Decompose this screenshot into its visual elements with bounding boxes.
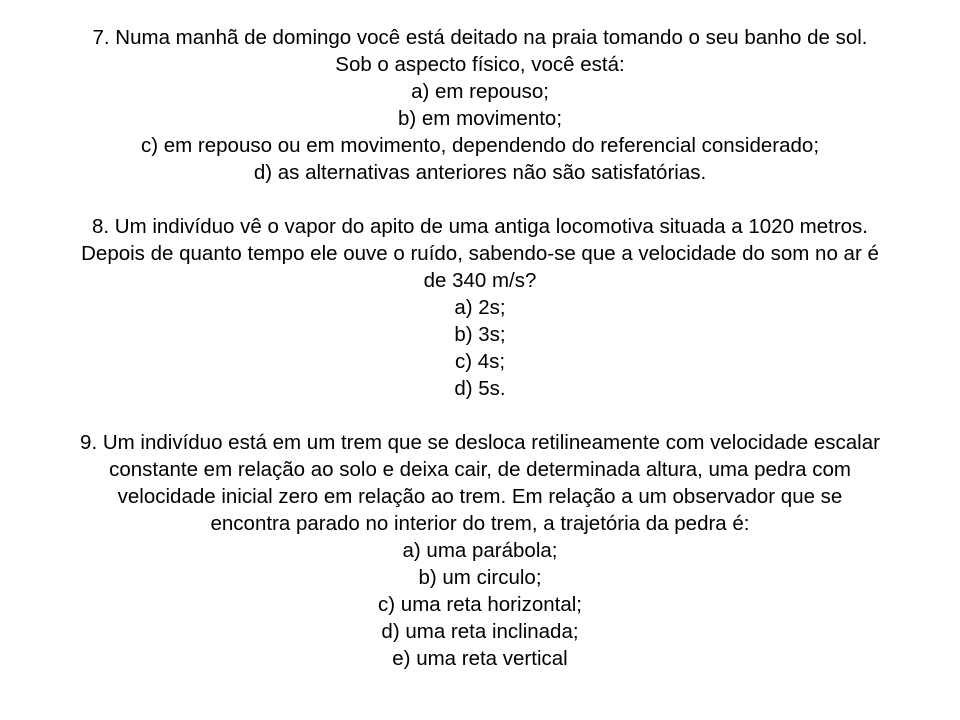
question-8 (8, 213, 952, 402)
option-b: b) 3s; (454, 323, 506, 346)
option-e: e) uma reta vertical (392, 647, 568, 670)
question-7-stem (8, 24, 952, 78)
question-9-stem (8, 429, 952, 537)
question-7 (8, 24, 952, 186)
question-9-options (8, 537, 952, 672)
option-a: a) em repouso; (411, 80, 549, 103)
question-8-stem-line: Depois de quanto tempo ele ouve o ruído, sabendo-se que a velocidade do som no ar é (81, 242, 879, 265)
option-b: b) em movimento; (397, 107, 563, 130)
option-b: b) um circulo; (418, 566, 542, 589)
question-9-stem-line: velocidade inicial zero em relação ao trem. Em relação a um observador que se (117, 485, 843, 508)
option-c: c) 4s; (454, 350, 506, 373)
question-9-stem-line: constante em relação ao solo e deixa cair, de determinada altura, uma pedra com (109, 458, 851, 481)
question-9-stem-line: encontra parado no interior do trem, a trajetória da pedra é: (210, 512, 750, 535)
option-a: a) uma parábola; (402, 539, 558, 562)
option-c: c) uma reta horizontal; (378, 593, 582, 616)
option-d: d) 5s. (454, 377, 506, 400)
question-8-options (8, 294, 952, 402)
option-d: d) uma reta inclinada; (381, 620, 579, 643)
question-8-stem-line: de 340 m/s? (423, 269, 537, 292)
option-a: a) 2s; (454, 296, 506, 319)
option-d: d) as alternativas anteriores não são satisfatórias. (253, 161, 707, 184)
question-7-stem-line: Sob o aspecto físico, você está: (335, 53, 625, 76)
question-8-stem (8, 213, 952, 294)
question-8-stem-line: 8. Um indivíduo vê o vapor do apito de uma antiga locomotiva situada a 1020 metros. (91, 215, 869, 238)
option-c: c) em repouso ou em movimento, dependendo do referencial considerado; (140, 134, 820, 157)
question-list (8, 24, 952, 672)
question-7-stem-line: 7. Numa manhã de domingo você está deitado na praia tomando o seu banho de sol. (92, 26, 868, 49)
question-7-options (8, 78, 952, 186)
question-9 (8, 429, 952, 672)
question-9-stem-line: 9. Um indivíduo está em um trem que se desloca retilineamente com velocidade escalar (80, 431, 880, 454)
